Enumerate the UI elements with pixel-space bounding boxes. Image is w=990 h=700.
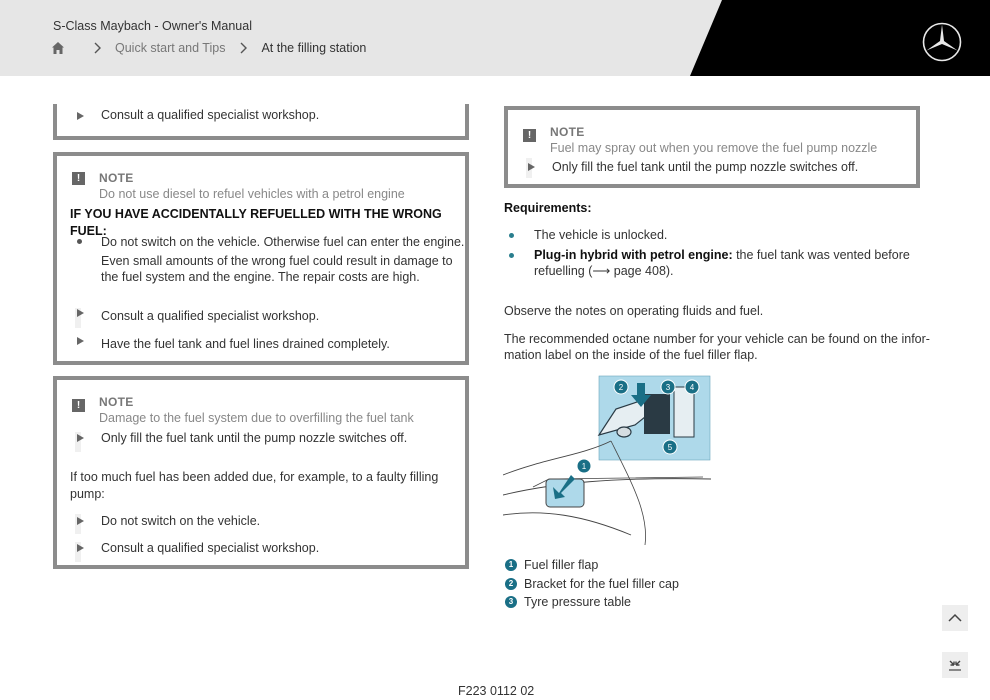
figure-callout xyxy=(577,459,591,473)
svg-text:2: 2 xyxy=(618,383,624,392)
svg-text:4: 4 xyxy=(689,383,695,392)
home-icon[interactable] xyxy=(51,41,65,55)
step-text: Do not switch on the vehicle. xyxy=(101,514,261,528)
step-arrow-icon xyxy=(528,163,535,171)
step-arrow-icon xyxy=(77,337,84,345)
bullet-text-line: Even small amounts of the wrong fuel could result in damage to xyxy=(101,254,453,268)
mercedes-star-logo[interactable] xyxy=(922,22,962,62)
svg-text:3: 3 xyxy=(665,383,671,392)
requirement-text: The vehicle is unlocked. xyxy=(534,228,668,242)
note-box-continued xyxy=(53,104,469,140)
breadcrumb-link-quick-start[interactable]: Quick start and Tips xyxy=(115,41,226,55)
requirements-heading: Requirements: xyxy=(504,201,592,215)
requirement-text-line2[interactable]: refuelling (⟶ page 408). xyxy=(534,264,674,278)
bullet-text-line: the fuel system and the engine. The repair costs are high. xyxy=(101,270,420,284)
requirement-bold: Plug-in hybrid with petrol engine: xyxy=(534,248,733,262)
figure-callout xyxy=(614,380,628,394)
paragraph-line: pump: xyxy=(70,487,105,501)
legend-text: Tyre pressure table xyxy=(524,595,631,609)
paragraph-line: If too much fuel has been added due, for example, to a faulty filling xyxy=(70,470,439,484)
breadcrumb xyxy=(51,41,366,55)
step-text: Consult a qualified specialist workshop. xyxy=(101,309,320,323)
step-arrow-icon xyxy=(77,544,84,552)
svg-text:5: 5 xyxy=(667,443,673,452)
step-arrow-icon xyxy=(77,434,84,442)
chevron-right-icon xyxy=(93,42,101,54)
requirement-rest: the fuel tank was vented before xyxy=(732,248,910,262)
legend-text: Fuel filler flap xyxy=(524,558,599,572)
fuel-filler-flap-illustration xyxy=(503,375,713,547)
note-box-overfilling xyxy=(53,376,469,569)
scroll-to-top-button[interactable] xyxy=(942,605,968,631)
collapse-arrows-icon xyxy=(942,652,968,678)
legend-text: Bracket for the fuel filler cap xyxy=(524,577,679,591)
note-subtitle: Fuel may spray out when you remove the fuel pump nozzle xyxy=(550,141,878,155)
note-box-wrong-fuel xyxy=(53,152,469,365)
requirement-text xyxy=(534,247,910,264)
step-arrow-icon xyxy=(77,309,84,317)
legend-number: 1 xyxy=(505,559,517,571)
note-label: NOTE xyxy=(99,171,134,185)
collapse-button[interactable] xyxy=(942,652,968,678)
exclamation-icon: ! xyxy=(72,399,85,412)
header xyxy=(0,0,990,76)
paragraph-octane-line: mation label on the inside of the fuel filler flap. xyxy=(504,348,758,362)
legend-number: 3 xyxy=(505,596,517,608)
bullet-icon xyxy=(77,239,82,244)
note-subtitle: Do not use diesel to refuel vehicles with a petrol engine xyxy=(99,187,405,201)
step-text: Consult a qualified specialist workshop. xyxy=(101,541,320,555)
note-subtitle: Damage to the fuel system due to overfilling the fuel tank xyxy=(99,411,414,425)
step-text: Only fill the fuel tank until the pump nozzle switches off. xyxy=(101,431,408,445)
paragraph-observe: Observe the notes on operating fluids and fuel. xyxy=(504,304,764,318)
paragraph-octane-line: The recommended octane number for your vehicle can be found on the infor- xyxy=(504,332,930,346)
bullet-icon xyxy=(509,253,514,258)
chevron-up-icon xyxy=(942,605,968,631)
svg-text:1: 1 xyxy=(581,462,587,471)
step-arrow-icon xyxy=(77,112,84,120)
figure-callout xyxy=(661,380,675,394)
note-box-spray xyxy=(504,106,920,188)
step-text: Have the fuel tank and fuel lines drained completely. xyxy=(101,337,390,351)
chevron-right-icon xyxy=(239,42,247,54)
step-text: Consult a qualified specialist workshop. xyxy=(101,108,320,122)
step-arrow-icon xyxy=(77,517,84,525)
bullet-icon xyxy=(509,233,514,238)
note-label: NOTE xyxy=(99,395,134,409)
exclamation-icon: ! xyxy=(72,172,85,185)
figure-code: F223 0112 02 xyxy=(458,684,535,698)
breadcrumb-current: At the filling station xyxy=(261,41,367,55)
figure-callout xyxy=(685,380,699,394)
step-text: Only fill the fuel tank until the pump nozzle switches off. xyxy=(552,160,859,174)
figure-callout xyxy=(663,440,677,454)
note-heading: IF YOU HAVE ACCIDENTALLY REFUELLED WITH THE WRONG FUEL: xyxy=(70,207,442,238)
note-label: NOTE xyxy=(550,125,585,139)
bullet-text-line: Do not switch on the vehicle. Otherwise fuel can enter the engine. xyxy=(101,235,465,249)
exclamation-icon: ! xyxy=(523,129,536,142)
manual-title: S-Class Maybach - Owner's Manual xyxy=(53,19,252,33)
legend-number: 2 xyxy=(505,578,517,590)
